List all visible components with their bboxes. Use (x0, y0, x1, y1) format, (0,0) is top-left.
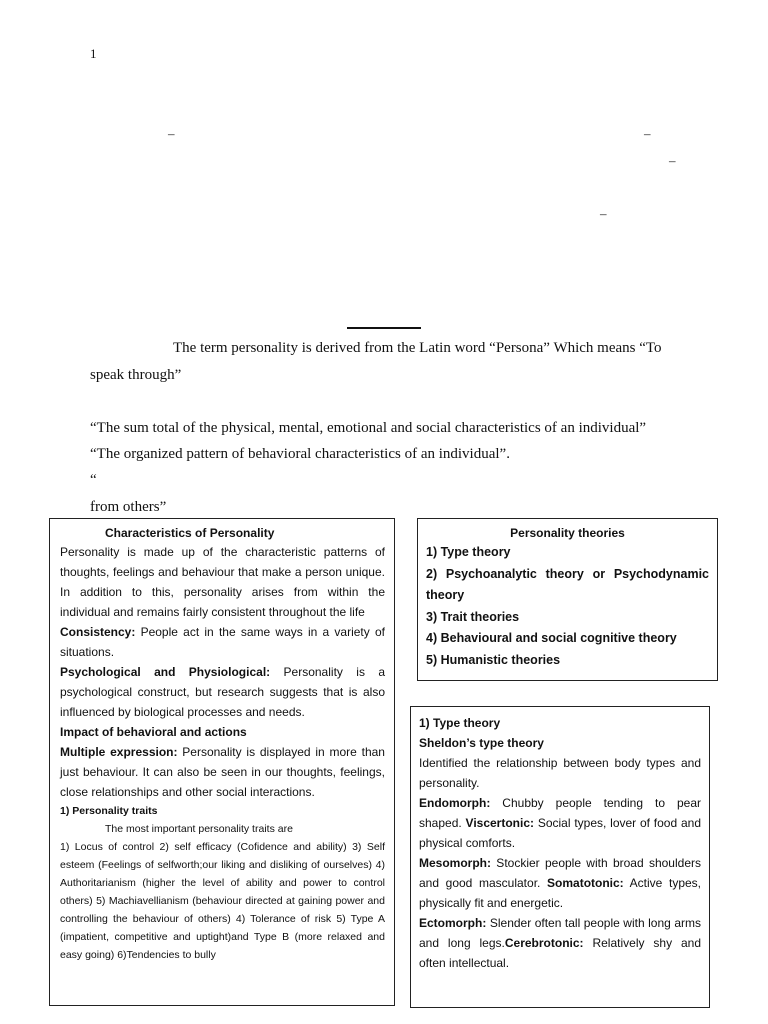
somatotonic-text: Active types, physically fit and energetic. (419, 876, 702, 910)
theories-box (417, 518, 718, 681)
traits-intro: The most important personality traits are (105, 823, 293, 835)
dash-mark: – (600, 206, 607, 221)
traits-list: 1) Locus of control 2) self efficacy (Cofidence and ability) 3) Self esteem (Feelings of selfworth;our liking and disliking of ourselves) 4) Authoritarianism (higher the level of ability and power to control others) 5) Machiavellianism (behaviour directed at gaining power and controlling the behaviour of others) 4) Tolerance of risk 5) Type A (impatient, competitive and uptight)and Type B (more relaxed and easy going) 6)Tendencies to bully (60, 841, 385, 961)
consistency-paragraph (60, 622, 385, 662)
endomorph-paragraph (419, 793, 701, 853)
multiple-text: Personality is displayed in more than just behaviour. It can also be seen in our thoughts, feelings, close relationships and other social interactions. (60, 745, 385, 799)
characteristics-title: Characteristics of Personality (105, 526, 275, 540)
theory-item: 1) Type theory (426, 545, 511, 559)
mesomorph-label: Mesomorph: (419, 856, 491, 870)
ectomorph-paragraph (419, 913, 701, 973)
dash-mark: – (644, 126, 651, 141)
intro-line-1: The term personality is derived from the Latin word “Persona” Which means “To (173, 340, 662, 356)
definition-1: “The sum total of the physical, mental, emotional and social characteristics of an individual” (90, 420, 647, 436)
psych-paragraph (60, 662, 385, 722)
impact-heading: Impact of behavioral and actions (60, 725, 247, 739)
psych-label: Psychological and Physiological: (60, 665, 271, 679)
characteristics-box (49, 518, 395, 1006)
somatotonic-label: Somatotonic: (547, 876, 624, 890)
theory-item: 2) Psychoanalytic theory or Psychodynamic theory (426, 566, 709, 603)
consistency-text: People act in the same ways in a variety of situations. (60, 625, 385, 659)
intro-line-2: speak through” (90, 367, 182, 383)
open-quote: “ (90, 472, 97, 488)
theories-title: Personality theories (510, 526, 625, 540)
psych-text: Personality is a psychological construct, but research suggests that is also influenced by biological processes and needs. (60, 665, 385, 719)
multiple-paragraph (60, 742, 385, 802)
characteristics-intro: Personality is made up of the characteristic patterns of thoughts, feelings and behaviour that make a person unique. In addition to this, personality arises from within the individual and remains fairly consistent throughout the life (60, 545, 385, 619)
heading-underline (347, 327, 421, 329)
viscertonic-label: Viscertonic: (465, 816, 535, 830)
endomorph-label: Endomorph: (419, 796, 491, 810)
dash-mark: – (669, 153, 676, 168)
endomorph-text: Chubby people tending to pear shaped. (419, 796, 701, 830)
ectomorph-label: Ectomorph: (419, 916, 487, 930)
theory-item: 5) Humanistic theories (426, 652, 561, 667)
ectomorph-text: Slender often tall people with long arms and long legs. (419, 916, 701, 950)
definition-2: “The organized pattern of behavioral characteristics of an individual”. (90, 446, 510, 462)
cerebrotonic-label: Cerebrotonic: (504, 936, 584, 950)
viscertonic-text: Social types, lover of food and physical comforts. (419, 816, 701, 850)
consistency-label: Consistency: (60, 625, 136, 639)
page-number: 1 (90, 46, 97, 61)
multiple-label: Multiple expression: (60, 745, 178, 759)
cerebrotonic-text: Relatively shy and often intellectual. (419, 936, 701, 970)
type-theory-box (410, 706, 710, 1008)
type-theory-intro: Identified the relationship between body types and personality. (419, 756, 701, 790)
mesomorph-text: Stockier people with broad shoulders and good masculator. (419, 856, 701, 890)
from-others-line: from others” (90, 499, 167, 515)
theory-item: 4) Behavioural and social cognitive theory (426, 631, 677, 646)
theory-item: 3) Trait theories (426, 609, 520, 624)
type-theory-title: 1) Type theory (419, 716, 501, 730)
traits-title: 1) Personality traits (60, 805, 158, 817)
sheldon-subtitle: Sheldon’s type theory (419, 736, 544, 750)
dash-mark: – (168, 126, 175, 141)
mesomorph-paragraph (419, 853, 701, 913)
